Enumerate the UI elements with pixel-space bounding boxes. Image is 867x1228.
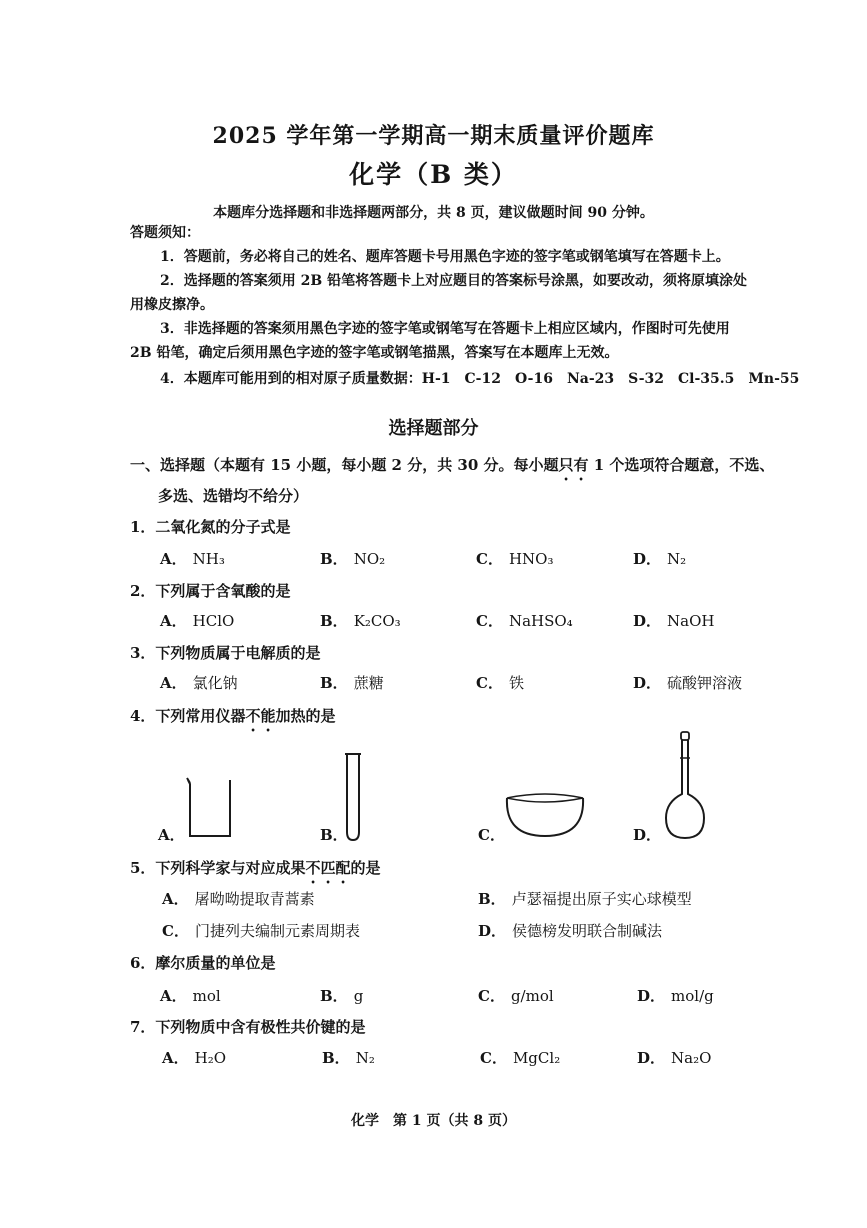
notice-line: 用橡皮擦净。 [130, 297, 214, 313]
option-d[interactable]: D． mol/g [637, 987, 714, 1005]
stem-emphasis: 不能 [245, 707, 276, 725]
stem-emphasis: 不匹配 [305, 859, 351, 877]
exam-subtitle: 化学（B 类） [349, 160, 518, 189]
question-stem: 7．下列物质中含有极性共价键的是 [130, 1018, 366, 1036]
notice-line: 4．本题库可能用到的相对原子质量数据：H-1 C-12 O-16 Na-23 S-32 Cl-35.5 Mn-55 [160, 371, 800, 387]
notice-line: 1．答题前，务必将自己的姓名、题库答题卡号用黑色字迹的签字笔或钢笔填写在答题卡上。 [160, 249, 730, 265]
option-c[interactable]: C． 铁 [476, 674, 524, 692]
notice-line: 2B 铅笔，确定后须用黑色字迹的签字笔或钢笔描黑，答案写在本题库上无效。 [130, 345, 619, 361]
exam-intro: 本题库分选择题和非选择题两部分，共 8 页，建议做题时间 90 分钟。 [213, 205, 654, 221]
option-b[interactable]: B． [320, 826, 348, 844]
option-a[interactable]: A． 氯化钠 [160, 674, 238, 692]
option-b[interactable]: B． NO₂ [320, 550, 386, 568]
test-tube-icon [343, 752, 363, 842]
section-instruction-line2: 多选、选错均不给分） [158, 487, 309, 505]
option-c[interactable]: C． g/mol [478, 987, 554, 1005]
evaporating-dish-icon [505, 792, 585, 840]
volumetric-flask-icon [664, 730, 708, 840]
option-d[interactable]: D． [633, 826, 662, 844]
notice-line: 2．选择题的答案须用 2B 铅笔将答题卡上对应题目的答案标号涂黑，如要改动，须将原填涂处 [160, 273, 748, 289]
option-a[interactable]: A． H₂O [162, 1049, 227, 1067]
instruction-text: 1 个选项符合题意，不选、 [588, 456, 775, 474]
option-d[interactable]: D． 硫酸钾溶液 [633, 674, 743, 692]
option-b[interactable]: B． 蔗糖 [320, 674, 384, 692]
instruction-text: 一、选择题（本题有 15 小题，每小题 2 分，共 30 分。每小题 [130, 456, 559, 474]
beaker-icon [184, 776, 234, 840]
option-b[interactable]: B． g [320, 987, 364, 1005]
option-b[interactable]: B． N₂ [322, 1049, 375, 1067]
option-d[interactable]: D． N₂ [633, 550, 687, 568]
option-c[interactable]: C． MgCl₂ [480, 1049, 561, 1067]
option-a[interactable]: A． mol [160, 987, 221, 1005]
page-footer: 化学 第 1 页（共 8 页） [351, 1113, 516, 1129]
section-title: 选择题部分 [388, 418, 479, 439]
option-c[interactable]: C． HNO₃ [476, 550, 554, 568]
section-instruction [130, 454, 774, 484]
question-stem: 2．下列属于含氧酸的是 [130, 582, 291, 600]
option-b[interactable]: B． 卢瑟福提出原子实心球模型 [478, 890, 692, 908]
question-stem: 5．下列科学家与对应成果不匹配的是 [130, 859, 381, 877]
option-d[interactable]: D． Na₂O [637, 1049, 712, 1067]
option-c[interactable]: C． [478, 826, 505, 844]
option-a[interactable]: A． 屠呦呦提取青蒿素 [162, 890, 315, 908]
question-stem: 3．下列物质属于电解质的是 [130, 644, 321, 662]
option-c[interactable]: C． 门捷列夫编制元素周期表 [162, 922, 360, 940]
option-d[interactable]: D． 侯德榜发明联合制碱法 [478, 922, 663, 940]
option-a[interactable]: A． NH₃ [160, 550, 225, 568]
notice-heading: 答题须知： [130, 225, 200, 241]
option-a[interactable]: A． [158, 826, 185, 844]
question-stem: 6．摩尔质量的单位是 [130, 954, 276, 972]
option-d[interactable]: D． NaOH [633, 612, 715, 630]
question-stem: 1．二氧化氮的分子式是 [130, 518, 291, 536]
instruction-emphasis: 只有 [558, 456, 589, 474]
option-b[interactable]: B． K₂CO₃ [320, 612, 401, 630]
notice-line: 3．非选择题的答案须用黑色字迹的签字笔或钢笔写在答题卡上相应区域内，作图时可先使用 [160, 321, 730, 337]
option-c[interactable]: C． NaHSO₄ [476, 612, 573, 630]
question-stem: 4．下列常用仪器不能加热的是 [130, 707, 336, 725]
option-a[interactable]: A． HClO [160, 612, 235, 630]
exam-title: 2025 学年第一学期高一期末质量评价题库 [212, 123, 655, 149]
